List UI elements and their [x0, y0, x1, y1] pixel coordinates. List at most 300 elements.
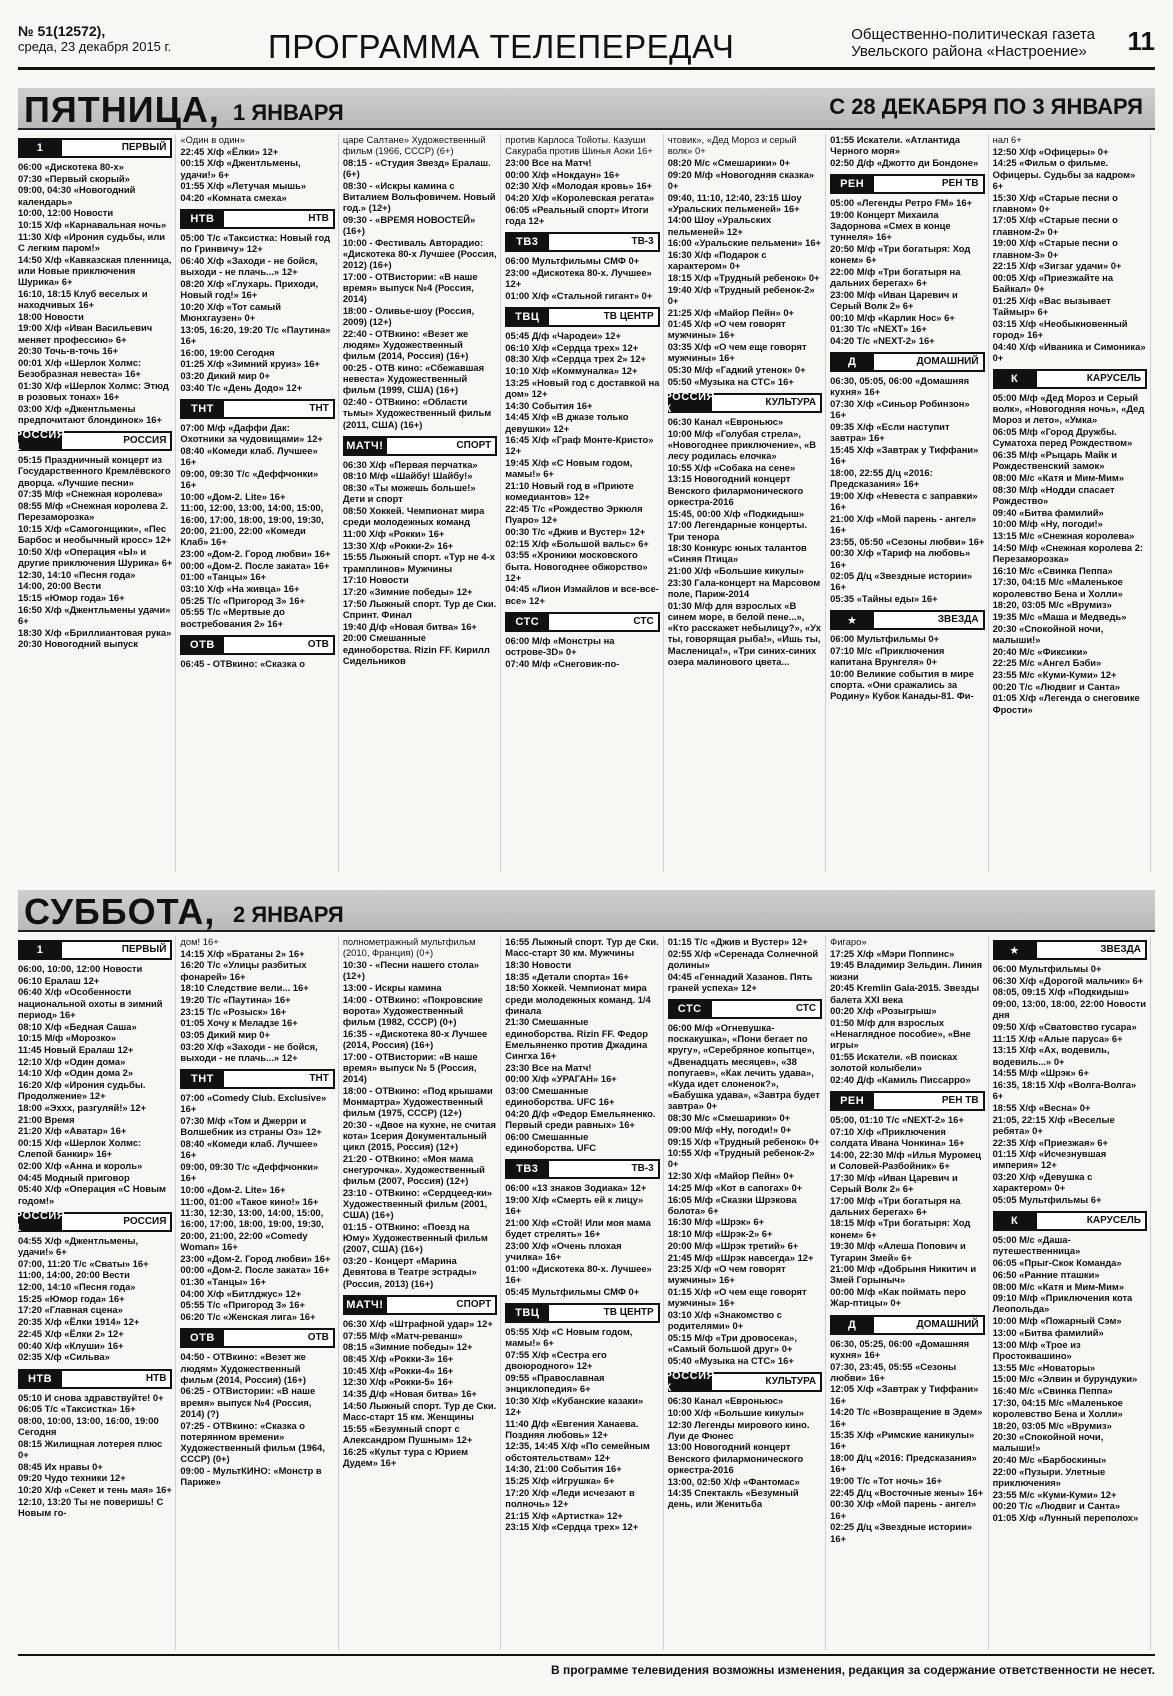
program-item: 08:40 «Комеди клаб. Лучшее» 16+	[180, 444, 318, 468]
program-item: 05:00 М/ф «Дед Мороз и Серый волк», «Новогодняя ночь», «Дед Мороз и лето», «Умка»	[992, 392, 1145, 426]
day-name: ПЯТНИЦА,	[24, 89, 220, 130]
program-item: 21:20 Х/ф «Аватар» 16+	[18, 1125, 127, 1137]
program-item: 07:25 - ОТВкино: «Сказка о потерянном времени» Художественный фильм (1964, СССР) (0+)	[180, 1419, 325, 1465]
program-item: 09:30 - «ВРЕМЯ НОВОСТЕЙ» (16+)	[342, 213, 476, 237]
program-item: 17:20 «Зимние победы» 12+	[342, 586, 473, 598]
program-item: 21:30 Смешанные единоборства. Rizin FF. Федор Емельяненко против Джадина Сингха 16+	[505, 1016, 648, 1062]
channel-logo: НТВ	[18, 1369, 62, 1389]
week-range: С 28 ДЕКАБРЯ ПО 3 ЯНВАРЯ	[829, 94, 1143, 119]
schedule-column	[993, 936, 1151, 1650]
program-item: 18:10 М/ф «Шрэк-2» 6+	[667, 1228, 773, 1240]
page-title: ПРОГРАММА ТЕЛЕПЕРЕДАЧ	[268, 28, 735, 65]
program-item: 11:40 Д/ф «Евгения Ханаева. Поздняя любовь» 12+	[505, 1417, 639, 1440]
channel-block	[668, 134, 822, 387]
program-item: 11:30 Х/ф «Ирония судьбы, или С легким паром!»	[18, 230, 166, 253]
program-item: 09:00, 13:00, 18:00, 22:00 Новости дня	[992, 998, 1147, 1021]
channel-header	[505, 307, 659, 327]
program-item: 03:10 Х/ф «Знакомство с родителями» 0+	[667, 1309, 782, 1332]
program-item: 12:05 Х/ф «Завтрак у Тиффани» 16+	[830, 1383, 979, 1406]
program-item: 12:30 Легенды мирового кино. Луи де Фюнес	[667, 1418, 810, 1441]
program-item: 19:40 Х/ф «Трудный ребенок-2» 0+	[667, 283, 815, 306]
program-item: 04:50 - ОТВкино: «Везет же людям» Художественный фильм (2014, Россия) (16+)	[180, 1351, 306, 1385]
channel-block	[830, 936, 984, 1085]
program-item: 10:50 Х/ф «Операция «Ы» и другие приключения Шурика» 6+	[18, 545, 173, 568]
program-item: 01:05 Х/ф «Легенда о снеговике Фрости»	[992, 692, 1140, 715]
program-item: 01:25 Х/ф «Зимний круиз» 16+	[180, 358, 320, 370]
program-item: 17:00 М/ф «Три богатыря на дальних берегах» 6+	[830, 1194, 961, 1217]
program-item: 06:30 Х/ф «Первая перчатка»	[342, 458, 478, 470]
program-item: «Один в один»	[180, 134, 245, 145]
program-item: 06:30 Х/ф «Штрафной удар» 12+	[342, 1317, 493, 1329]
program-item: 16:35 - «Дискотека 80-х Лучшее (2014, Россия) (16+)	[342, 1027, 488, 1050]
program-item: 07:10 Х/ф «Приключения солдата Ивана Чонкина» 16+	[830, 1125, 965, 1149]
channel-block	[664, 1370, 822, 1510]
program-item: 19:40 Д/ф «Новая битва» 16+	[342, 620, 477, 632]
program-item: 19:00 Т/с «Тот ночь» 16+	[830, 1475, 942, 1487]
program-item: 18:00 - ОТВкино: «Под крышами Монмартра» Художественный фильм (1975, СССР) (12+)	[342, 1084, 493, 1119]
program-item: 21:25 Х/ф «Майор Пейн» 0+	[667, 306, 795, 318]
program-item: 07:00, 11:20 Т/с «Сваты» 16+	[18, 1257, 149, 1269]
channel-header	[18, 1369, 172, 1389]
program-item: 10:00 Х/ф «Большие кикулы»	[667, 1406, 804, 1418]
program-item: 20:30 «Спокойной ночи, малыши!»	[992, 1431, 1104, 1454]
program-item: 03:05 Дикий мир 0+	[180, 1029, 270, 1041]
channel-name: ДОМАШНИЙ	[916, 1318, 979, 1330]
program-item: 04:55 Х/ф «Джентльмены, удачи!» 6+	[18, 1234, 139, 1257]
channel-logo: МАТЧ!	[343, 1295, 387, 1315]
program-item: 23:55, 05:50 «Сезоны любви» 16+	[830, 535, 985, 547]
program-item: 08:05, 09:15 Х/ф «Подкидыш»	[992, 986, 1129, 998]
program-item: 08:15 - «Студия Звезд» Ералаш. (6+)	[342, 156, 491, 180]
channel-block	[505, 1159, 659, 1297]
schedule-column	[993, 134, 1151, 872]
channel-name: ЗВЕЗДА	[937, 614, 979, 626]
channel-name: ТВ ЦЕНТР	[603, 1306, 654, 1318]
program-item: 12:30 Х/ф «Майор Пейн» 0+	[667, 1170, 795, 1182]
channel-block	[14, 1209, 172, 1363]
program-item: 20:40 М/с «Фиксики»	[992, 645, 1088, 657]
program-item: 05:35 «Тайны еды» 16+	[830, 593, 938, 605]
page-number: 11	[1127, 26, 1155, 56]
program-item: 03:20 Х/ф «Заходи - не бойся, выходи - не плачь...» 12+	[180, 1040, 318, 1064]
program-item: 00:00 «Дом-2. После заката» 16+	[180, 1264, 330, 1276]
program-item: нал 6+	[992, 134, 1022, 145]
program-item: 14:30 События 16+	[505, 399, 593, 411]
channel-block	[993, 134, 1147, 363]
channel-logo: К	[993, 369, 1037, 389]
schedule-column	[505, 134, 663, 872]
program-item: 19:45 Х/ф «С Новым годом, мамы!» 6+	[505, 457, 633, 480]
program-item: 20:30 «Спокойной ночи, малыши!»	[992, 622, 1104, 645]
program-item: 09:00 М/ф «Ну, погоди!» 0+	[667, 1123, 792, 1135]
channel-name: ПЕРВЫЙ	[121, 142, 167, 153]
schedule-column	[14, 936, 176, 1650]
program-item: 14:50 М/ф «Снежная королева 2: Перезаморозка»	[992, 541, 1144, 564]
channel-name: НТВ	[308, 213, 329, 225]
program-item: 01:15 - ОТВкино: «Поезд на Юму» Художественный фильм (2007, США) (16+)	[342, 1221, 488, 1255]
program-item: 05:25 Т/с «Пригород 3» 16+	[180, 594, 305, 606]
program-item: 06:00 «Дискотека 80-х»	[18, 161, 124, 172]
program-item: 09:20 Чудо техники 12+	[18, 1472, 126, 1484]
program-item: 04:20 «Комната смеха»	[180, 192, 287, 204]
channel-block	[505, 232, 659, 301]
program-item: 09:40, 11:10, 12:40, 23:15 Шоу «Уральских пельменей» 16+	[667, 191, 802, 214]
channel-header	[180, 1069, 334, 1089]
channel-logo: 1	[18, 138, 62, 158]
program-item: 23:55 М/с «Куми-Куми» 12+	[992, 668, 1117, 680]
program-item: 18:00 Д/ц «2016: Предсказания» 16+	[830, 1452, 977, 1475]
channel-name: НТВ	[145, 1372, 167, 1384]
program-item: 15:15 «Юмор года» 16+	[18, 592, 125, 604]
program-item: 14:45 Х/ф «В джазе только девушки» 12+	[505, 411, 629, 434]
program-item: 14:00, 20:00 Вести	[18, 580, 102, 592]
program-item: 22:25 М/с «Ангел Бэби»	[992, 657, 1102, 669]
program-item: 17:00 Легендарные концерты. Три тенора	[667, 519, 807, 542]
program-item: 16:20 Х/ф «Ирония судьбы. Продолжение» 12+	[18, 1079, 146, 1102]
program-item: 13:55 М/с «Новаторы»	[992, 1361, 1096, 1373]
program-item: 11:45 Новый Ералаш 12+	[18, 1043, 134, 1055]
program-item: 16:10, 18:15 Клуб веселых и находчивых 16+	[18, 287, 148, 310]
program-item: 20:30 Точь-в-точь 16+	[18, 345, 119, 357]
program-item: 09:40 «Битва фамилий»	[992, 506, 1104, 518]
program-item: 14:25 М/ф «Кот в сапогах» 0+	[667, 1181, 803, 1193]
program-item: 01:50 М/ф для взрослых «Ненаглядное пособие», «Вне игры»	[830, 1016, 971, 1051]
program-item: 13:00 «Битва фамилий»	[992, 1326, 1104, 1338]
program-item: 23:25 Х/ф «О чем говорят мужчины» 16+	[667, 1263, 786, 1286]
program-item: 00:20 Т/с «Людвиг и Санта»	[992, 1500, 1121, 1512]
program-item: 00:01 Х/ф «Шерлок Холмс: Безобразная невеста» 16+	[18, 356, 142, 380]
program-item: 06:35 М/ф «Рыцарь Майк и Рождественский замок»	[992, 449, 1117, 472]
program-item: 03:00 Х/ф «Джентльмены предпочитают блондинок» 16+	[18, 402, 162, 425]
program-item: 08:40 «Комеди клаб. Лучшее» 16+	[180, 1138, 318, 1161]
saturday-schedule	[14, 936, 1155, 1650]
friday-schedule	[14, 134, 1155, 872]
channel-logo: РОССИЯ К	[664, 1370, 715, 1395]
program-item: 00:30 Х/ф «Тариф на любовь» 16+	[830, 547, 971, 570]
program-item: 10:20 Х/ф «Тот самый Мюнхгаузен» 0+	[180, 300, 281, 324]
program-item: 23:30 Все на Матч!	[505, 1061, 592, 1073]
program-item: 08:10 М/ф «Шайбу! Шайбу!»	[342, 470, 473, 482]
program-item: 15:25 «Юмор года» 16+	[18, 1292, 125, 1304]
program-item: 06:05 «Реальный спорт» Итоги года 12+	[505, 203, 649, 226]
channel-block	[664, 390, 822, 667]
program-item: 10:30 - «Песни нашего стола» (12+)	[342, 958, 480, 982]
channel-logo: К	[993, 1211, 1037, 1231]
program-item: 19:00 Х/ф «Старые песни о главном-3» 0+	[992, 237, 1118, 260]
program-item: 08:30 М/с «Смешарики» 0+	[667, 1112, 791, 1124]
program-item: 02:05 Д/ц «Звездные истории» 16+	[830, 570, 973, 593]
program-item: 06:00 Смешанные единоборства. UFC	[505, 1130, 596, 1154]
program-item: 13:00, 02:50 Х/ф «Фантомас»	[667, 1475, 800, 1487]
program-item: 06:10 Х/ф «Сердца трех» 12+	[505, 341, 639, 353]
channel-logo: Д	[830, 352, 874, 372]
program-item: 06:10 Ералаш 12+	[18, 974, 100, 986]
program-item: 17:00 - ОТВистории: «В наше время» выпуск № 5 (Россия, 2014)	[342, 1050, 478, 1084]
issue-date: среда, 23 декабря 2015 г.	[18, 39, 172, 54]
program-item: 02:50 Д/ф «Джотто ди Бондоне»	[830, 156, 979, 168]
program-item: 19:00 Х/ф «Иван Васильевич меняет профессию» 6+	[18, 322, 153, 345]
program-item: 22:45 Х/ф «Ёлки 2» 12+	[18, 1327, 124, 1339]
program-item: 08:20 Х/ф «Глухарь. Приходи, Новый год!» 16+	[180, 278, 319, 301]
program-item: 18:15 Х/ф «Трудный ребенок» 0+	[667, 271, 820, 283]
program-item: 15:25 Х/ф «Игрушка» 6+	[505, 1475, 615, 1487]
program-item: против Карлоса Тойоты. Казуши Сакураба против Шинья Аоки 16+	[505, 134, 653, 157]
program-item: 18:00 «Эххх, разгуляй!» 12+	[18, 1101, 147, 1113]
channel-header	[180, 635, 334, 655]
program-item: 19:00 Х/ф «Смерть ей к лицу» 16+	[505, 1194, 644, 1217]
program-item: 08:15 Жилищная лотерея плюс 0+	[18, 1437, 163, 1461]
channel-block	[993, 1211, 1147, 1523]
program-item: 02:15 Х/ф «Большой вальс» 6+	[505, 537, 649, 549]
program-item: 17:20 Х/ф «Леди исчезают в полночь» 12+	[505, 1486, 635, 1509]
program-item: 14:50 Лыжный спорт. Тур де Ски. Масс-старт 15 км. Женщины	[342, 1399, 497, 1422]
newspaper-name-line1: Общественно-политическая газета	[851, 26, 1095, 43]
program-item: 07:55 Х/ф «Сестра его двоюродного» 12+	[505, 1348, 607, 1371]
channel-header	[180, 209, 334, 229]
program-item: 01:05 Хочу к Меладзе 16+	[180, 1017, 298, 1029]
channel-header	[180, 1328, 334, 1348]
program-item: 06:05 М/ф «Город Дружбы. Суматоха перед Рождеством»	[992, 426, 1133, 449]
program-item: 05:40 «Музыка на СТС» 16+	[667, 1354, 794, 1366]
channel-header	[830, 1315, 984, 1335]
program-item: 23:00 М/ф «Иван Царевич и Серый Волк 2» 6+	[830, 288, 958, 311]
program-item: 02:40 Д/ф «Камиль Писсарро»	[830, 1073, 971, 1085]
program-item: Фигаро»	[830, 936, 867, 947]
program-item: 18:30 Х/ф «Бриллиантовая рука»	[18, 626, 172, 638]
program-item: 14:55 М/ф «Шрэк» 6+	[992, 1067, 1089, 1079]
program-item: 00:10 М/ф «Карлик Нос» 6+	[830, 311, 955, 323]
program-item: 10:15 Х/ф «Самогонщики», «Пес Барбос и необычный кросс» 12+	[18, 522, 172, 546]
channel-header	[830, 1091, 984, 1111]
program-item: 20:35 Х/ф «Ёлки 1914» 12+	[18, 1316, 140, 1328]
channel-block	[180, 1069, 334, 1322]
program-item: 08:30 «Ты можешь больше!» Дети и спорт	[342, 482, 476, 505]
program-item: 17:00 - ОТВистории: «В наше время» выпуск №4 (Россия, 2014)	[342, 270, 478, 305]
program-item: 06:00 Мультфильмы 0+	[992, 963, 1102, 974]
channel-header	[830, 610, 984, 630]
program-item: 08:55 М/ф «Снежная королева 2. Перезаморозка»	[18, 499, 168, 523]
channel-name: КУЛЬТУРА	[765, 1376, 817, 1388]
program-item: 16:50 Х/ф «Джентльмены удачи» 6+	[18, 603, 171, 627]
program-item: 18:00 Новости	[18, 310, 84, 322]
program-item: 10:00 «Дом-2. Lite» 16+	[180, 490, 286, 502]
newspaper-name-line2: Увельского района «Настроение»	[851, 43, 1087, 60]
program-item: дом! 16+	[180, 936, 219, 947]
program-item: 01:15 Х/ф «О чем еще говорят мужчины» 16+	[667, 1286, 807, 1309]
program-item: 00:05 Х/ф «Приезжайте на Байкал» 0+	[992, 271, 1114, 295]
program-item: 21:15 Х/ф «Артистка» 12+	[505, 1509, 623, 1521]
channel-header	[343, 436, 497, 456]
program-item: царе Салтане» Художественный фильм (1966, СССР) (6+)	[342, 134, 486, 157]
program-item: 12:30 Х/ф «Рокки-5» 16+	[342, 1376, 454, 1388]
program-item: 01:15 Х/ф «Исчезнувшая империя» 12+	[992, 1148, 1107, 1171]
channel-header	[18, 138, 172, 158]
schedule-column	[14, 134, 176, 872]
program-item: 06:20 Т/с «Женская лига» 16+	[180, 1311, 316, 1323]
program-item: 23:10 - ОТВкино: «Сердцеед-ки» Художественный фильм (2001, США) (16+)	[342, 1186, 493, 1221]
program-item: 11:00, 12:00, 13:00, 14:00, 15:00, 16:00, 17:00, 18:00, 19:00, 19:30, 20:00, 21:00, 22:00 «Комеди Клаб» 16+	[180, 502, 324, 548]
program-item: 21:05, 22:15 Х/ф «Веселые ребята» 0+	[992, 1113, 1115, 1136]
program-item: 03:55 «Хроники московского быта. Новогоднее обжорство» 12+	[505, 549, 648, 583]
disclaimer	[18, 1654, 1155, 1684]
program-item: 20:00 Смешанные единоборства. Rizin FF. Кирилл Сидельников	[342, 632, 490, 666]
program-item: 22:45 Д/ц «Восточные жены» 16+	[830, 1486, 984, 1498]
program-item: 21:10 Новый год в «Приюте комедиантов» 12+	[505, 480, 634, 503]
program-item: 13:15 Новогодний концерт Венского филармонического оркестра-2016	[667, 473, 804, 507]
program-item: 23:30 Гала-концерт на Марсовом поле, Париж-2014	[667, 576, 821, 600]
program-item: 18:35 «Детали спорта» 16+	[505, 970, 629, 982]
program-item: 06:00 М/ф «Огневушка-поскакушка», «Пони бегает по кругу», «Серебряное копытце», «Двенадцать месяцев», «38 попугаев», «Как лечить удава», «Куда идет слоненок?», «Бабушка удава», «Завтра будет завтра» 0+	[667, 1022, 820, 1112]
channel-block	[343, 436, 497, 666]
program-item: 05:10 И снова здравствуйте! 0+	[18, 1391, 164, 1403]
program-item: 06:30, 05:05, 06:00 «Домашняя кухня» 16+	[830, 375, 970, 398]
program-item: 09:20 М/ф «Новогодняя сказка» 0+	[667, 168, 815, 191]
program-item: 09:15 Х/ф «Трудный ребенок» 0+	[667, 1135, 820, 1147]
schedule-column	[830, 134, 988, 872]
channel-logo: РЕН	[830, 1091, 874, 1111]
schedule-column	[664, 134, 826, 872]
channel-name: ПЕРВЫЙ	[121, 944, 167, 955]
program-item: 07:30 «Первый скорый»	[18, 172, 130, 184]
program-item: 09:00, 09:30 Т/с «Деффчонки» 16+	[180, 467, 319, 491]
program-item: 00:15 Х/ф «Джентльмены, удачи!» 6+	[180, 157, 301, 180]
program-item: 14:00 Шоу «Уральских пельменей» 12+	[667, 214, 772, 237]
channel-name: ТНТ	[309, 1073, 329, 1085]
program-item: 15:00 М/с «Элвин и бурундуки»	[992, 1373, 1138, 1385]
program-item: 22:45 Х/ф «Ёлки» 12+	[180, 145, 279, 157]
program-item: 22:00 «Пузыри. Улетные приключения»	[992, 1465, 1106, 1489]
channel-logo: ★	[993, 940, 1037, 960]
program-item: 11:30, 12:30, 13:00, 14:00, 15:00, 16:00, 17:00, 18:00, 19:00, 19:30, 20:00, 21:00, 22:00 «Comedy Woman» 16+	[180, 1207, 324, 1252]
channel-header	[505, 1159, 659, 1179]
program-item: 01:00 Х/ф «Стальной гигант» 0+	[505, 289, 653, 301]
program-item: 00:30 Х/ф «Мой парень - ангел» 16+	[830, 1498, 977, 1521]
program-item: 09:00 - МультКИНО: «Монстр в Париже»	[180, 1464, 322, 1488]
channel-header	[993, 940, 1147, 960]
channel-block	[180, 635, 334, 669]
program-item: 23:15 Х/ф «Сердца трех» 12+	[505, 1521, 639, 1533]
program-item: 23:00 «Дискотека 80-х. Лучшее» 12+	[505, 266, 652, 290]
program-item: 04:45 «Геннадий Хазанов. Пять граней успеха» 12+	[667, 970, 813, 993]
program-item: 13:00 - Искры камина	[342, 981, 442, 993]
program-item: 11:00 Х/ф «Рокки» 16+	[342, 528, 445, 539]
program-item: 08:20 М/с «Смешарики» 0+	[667, 156, 791, 168]
program-item: 21:00 Время	[18, 1113, 75, 1125]
day-date: 2 ЯНВАРЯ	[233, 902, 344, 927]
channel-name: ЗВЕЗДА	[1100, 944, 1141, 955]
program-item: 07:30 Х/ф «Синьор Робинзон» 16+	[830, 398, 970, 421]
program-item: 15:55 «Безумный спорт с Александром Пушным» 12+	[342, 1422, 473, 1445]
program-item: 22:45 Т/с «Рождество Эркюля Пуаро» 12+	[505, 502, 643, 526]
day-name: СУББОТА,	[24, 891, 216, 932]
program-item: 08:00 М/с «Катя и Мим-Мим»	[992, 1280, 1125, 1292]
program-item: 14:00, 22:30 М/ф «Илья Муромец и Соловей-Разбойник» 6+	[830, 1148, 982, 1171]
schedule-column	[343, 134, 501, 872]
channel-logo: ТНТ	[180, 1069, 224, 1089]
program-item: 23:00 «Дом-2. Город любви» 16+	[180, 1252, 331, 1264]
program-item: 08:50 Хоккей. Чемпионат мира среди молодежных команд	[342, 505, 485, 528]
program-item: 05:05 Мультфильмы 6+	[992, 1194, 1102, 1206]
program-item: 10:15 Х/ф «Карнавальная ночь»	[18, 219, 167, 231]
program-item: 23:15 Т/с «Розыск» 16+	[180, 1005, 287, 1017]
page-header	[18, 18, 1155, 70]
channel-name: ДОМАШНИЙ	[916, 356, 979, 368]
program-item: 20:30 - «Двое на кухне, не считая кота» 1серия Документальный цикл (2015, Россия) (12+)	[342, 1118, 496, 1153]
program-item: 06:00, 10:00, 12:00 Новости	[18, 963, 143, 974]
program-item: 22:00 М/ф «Три богатыря на дальних берегах» 6+	[830, 265, 961, 289]
channel-name: РЕН ТВ	[941, 178, 979, 190]
channel-block	[505, 612, 659, 669]
program-item: 00:00 «Дом-2. После заката» 16+	[180, 559, 330, 571]
program-item: 00:20 Т/с «Людвиг и Санта»	[992, 680, 1121, 692]
channel-logo: РОССИЯ К	[664, 390, 715, 415]
channel-block	[18, 940, 172, 1206]
program-item: 05:30 М/ф «Гадкий утенок» 0+	[667, 364, 806, 376]
program-item: 00:15 Х/ф «Шерлок Холмс: Слепой банкир» 16+	[18, 1137, 142, 1160]
program-item: 13:00 Новогодний концерт Венского филармонического оркестра-2016	[667, 1441, 804, 1475]
program-item: 01:25 Х/ф «Вас вызывает Таймыр» 6+	[992, 294, 1111, 318]
program-item: 04:00 Х/ф «Битлджус» 12+	[180, 1287, 302, 1299]
program-item: 10:45 Х/ф «Рокки-4» 16+	[342, 1364, 454, 1376]
program-item: 18:50 Хоккей. Чемпионат мира среди молодежных команд. 1/4 финала	[505, 982, 651, 1016]
program-item: 17:25 Х/ф «Мэри Поппинс»	[830, 947, 955, 959]
channel-logo: РОССИЯ 1	[14, 429, 66, 454]
program-item: 01:00 «Дискотека 80-х. Лучшее» 16+	[505, 1262, 652, 1285]
schedule-column	[830, 936, 988, 1650]
program-item: 18:00, 22:55 Д/ц «2016: Предсказания» 16+	[830, 466, 933, 490]
program-item: 04:20 Д/ф «Федор Емельяненко. Первый среди равных» 16+	[505, 1108, 656, 1131]
channel-header	[343, 1295, 497, 1315]
channel-logo: ТВ3	[505, 232, 549, 252]
program-item: 00:30 Т/с «Джив и Вустер» 12+	[505, 525, 646, 537]
program-item: 17:20 «Главная сцена»	[18, 1304, 123, 1316]
program-item: 06:00 М/ф «Монстры на острове-3D» 0+	[505, 634, 615, 658]
program-item: 04:45 «Лион Измайлов и все-все-все» 12+	[505, 583, 659, 606]
program-item: 16:45 Х/ф «Граф Монте-Кристо» 12+	[505, 434, 654, 457]
program-item: 06:50 «Ранние пташки»	[992, 1268, 1100, 1280]
schedule-column	[505, 936, 663, 1650]
channel-logo: ТВЦ	[505, 307, 549, 327]
channel-logo: ТНТ	[180, 399, 224, 419]
channel-logo: РЕН	[830, 174, 874, 194]
program-item: 16:55 Лыжный спорт. Тур де Ски. Масс-старт 30 км. Мужчины	[505, 936, 659, 959]
program-item: 19:35 М/с «Маша и Медведь»	[992, 610, 1127, 622]
program-item: 07:30, 23:45, 05:55 «Сезоны любви» 16+	[830, 1360, 957, 1383]
channel-logo: ОТВ	[180, 1328, 224, 1348]
program-item: 01:30 Т/с «NEXT» 16+	[830, 323, 927, 335]
program-item: 08:30 М/ф «Нодди спасает Рождество»	[992, 483, 1115, 506]
program-item: 21:20 - ОТВкино: «Моя мама снегурочка». Художественный фильм (2007, Россия) (12+)	[342, 1152, 485, 1187]
program-item: 17:30 М/ф «Иван Царевич и Серый Волк 2» 6+	[830, 1171, 958, 1194]
channel-block	[343, 936, 497, 1289]
issue-info	[18, 24, 171, 54]
program-item: 09:50 Х/ф «Сватовство гусара»	[992, 1021, 1137, 1033]
program-item: 05:15 Праздничный концерт из Государственного Кремлёвского дворца. «Лучшие песни»	[18, 454, 171, 488]
program-item: 01:15 Т/с «Джив и Вустер» 12+	[667, 936, 808, 947]
channel-logo: НТВ	[180, 209, 224, 229]
channel-block	[668, 999, 822, 1366]
program-item: 06:30, 05:25, 06:00 «Домашняя кухня» 16+	[830, 1337, 970, 1360]
channel-name: ТВ ЦЕНТР	[603, 310, 654, 322]
program-item: 10:20 Х/ф «Секет и тень мая» 16+	[18, 1484, 172, 1496]
channel-name: ТВ-3	[631, 236, 654, 248]
program-item: 01:55 Х/ф «Летучая мышь»	[180, 180, 307, 192]
program-item: 23:00 Все на Матч!	[505, 156, 592, 168]
program-item: 18:20, 03:05 М/с «Врумиз»	[992, 1419, 1112, 1431]
channel-header	[830, 352, 984, 372]
program-item: 07:55 М/ф «Матч-реванш»	[342, 1329, 463, 1341]
program-item: 01:45 Х/ф «О чем говорят мужчины» 16+	[667, 318, 786, 341]
